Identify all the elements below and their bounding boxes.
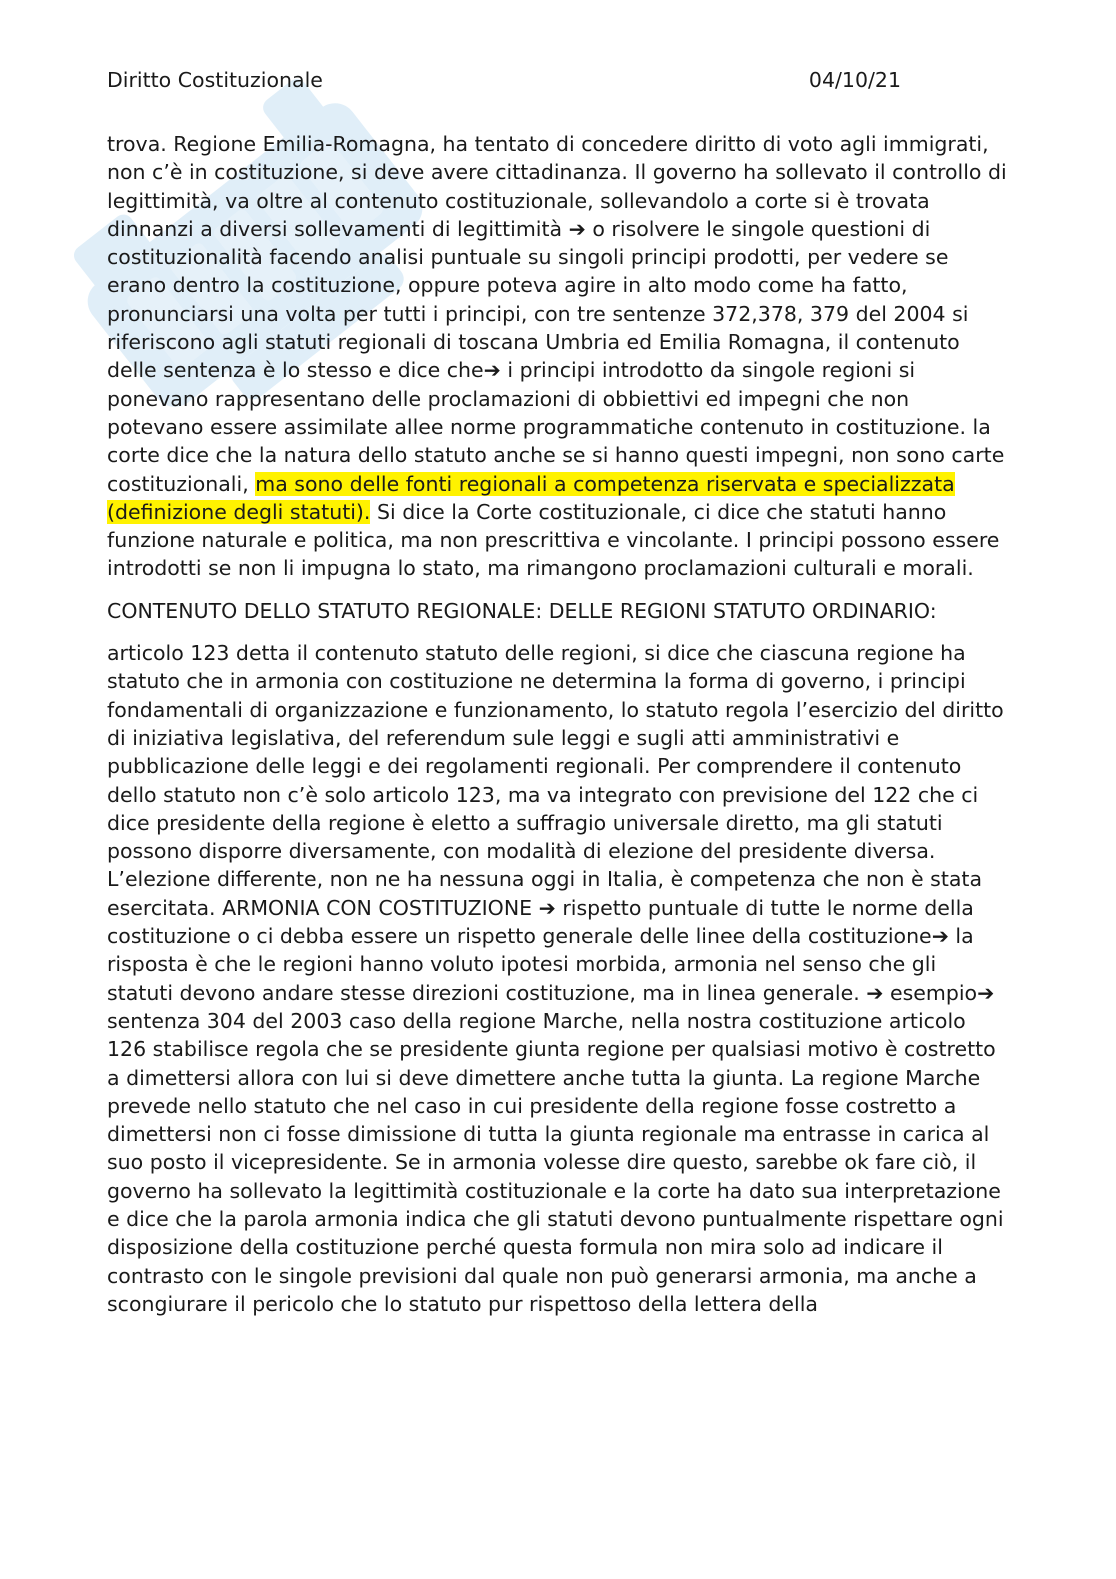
paragraph-text: rispetto puntuale di tutte le norme della costituzione o ci debba essere un rispetto generale delle linee della costituzione — [107, 895, 974, 949]
arrow-icon: ➔ — [483, 358, 501, 383]
paragraph-text: articolo 123 detta il contenuto statuto delle regioni, si dice che ciascuna regione ha statuto che in armonia con costituzione ne determina la forma di governo, i principi fondamentali di organizzazione e funzionamento, lo statuto regola l’esercizio del diritto di iniziativa legislativa, del referendum sule leggi e sugli atti amministrativi e pubblicazione delle leggi e dei regolamenti regionali. Per comprendere il contenuto dello statuto non c’è solo articolo 123, ma va integrato con previsione del 122 che ci dice presidente della regione è eletto a suffragio universale diretto, ma gli statuti possono disporre diversamente, con modalità di elezione del presidente diversa. L’elezione differente, non ne ha nessuna oggi in Italia, è competenza che non è stata esercitata. ARMONIA CON COSTITUZIONE — [107, 641, 1004, 920]
paragraph-text: i principi introdotto da singole regioni si ponevano rappresentano delle proclamazioni di obbiettivi ed impegni che non potevano essere assimilate allee norme programmatiche contenuto in costituzione. la corte dice che la natura dello statuto anche se si hanno questi impegni, non sono carte costituzionali, — [107, 358, 1005, 496]
arrow-icon: ➔ — [931, 924, 949, 949]
paragraph-statuti-sentenze — [107, 130, 1007, 583]
section-heading: CONTENUTO DELLO STATUTO REGIONALE: DELLE REGIONI STATUTO ORDINARIO: — [107, 598, 937, 623]
highlighted-text: ma sono delle fonti regionali a competenza riservata e specializzata (definizione degli statuti). — [107, 471, 955, 524]
arrow-icon: ➔ — [538, 895, 556, 920]
header-date: 04/10/21 — [808, 68, 901, 92]
paragraph-text: esempio — [883, 980, 978, 1005]
paragraph-articolo-123 — [107, 639, 1007, 1318]
document-body — [107, 130, 1007, 1318]
paragraph-text: Si dice la Corte costituzionale, ci dice che statuti hanno funzione naturale e politica, ma non prescrittiva e vincolante. I principi possono essere introdotti se non li impugna lo stato, ma rimangono proclamazioni culturali e morali. — [107, 499, 1000, 581]
paragraph-text: la risposta è che le regioni hanno voluto ipotesi morbida, armonia nel senso che gli statuti devono andare stesse direzioni costituzione, ma in linea generale. — [107, 924, 974, 1005]
header-course-title: Diritto Costituzionale — [107, 68, 323, 92]
paragraph-text: sentenza 304 del 2003 caso della regione Marche, nella nostra costituzione articolo 126 stabilisce regola che se presidente giunta regione per qualsiasi motivo è costretto a dimettersi allora con lui si deve dimettere anche tutta la giunta. La regione Marche prevede nello statuto che nel caso in cui presidente della regione fosse costretto a dimettersi non ci fosse dimissione di tutta la giunta regionale ma entrasse in carica al suo posto il vicepresidente. Se in armonia volesse dire questo, sarebbe ok fare ciò, il governo ha sollevato la legittimità costituzionale e la corte ha dato sua interpretazione e dice che la parola armonia indica che gli statuti devono puntualmente rispettare ogni disposizione della costituzione perché questa formula non mira solo ad indicare il contrasto con le singole previsioni dal quale non può generarsi armonia, ma anche a scongiurare il pericolo che lo statuto pur rispettoso della lettera della — [107, 1008, 1004, 1316]
paragraph-text: trova. Regione Emilia-Romagna, ha tentato di concedere diritto di voto agli immigrati, non c’è in costituzione, si deve avere cittadinanza. Il governo ha sollevato il controllo di legittimità, va oltre al contenuto costituzionale, sollevandolo a corte si è trovata dinnanzi a diversi sollevamenti di legittimità — [107, 132, 1007, 241]
arrow-icon: ➔ — [568, 216, 586, 241]
arrow-icon: ➔ — [977, 980, 995, 1005]
paragraph-text: o risolvere le singole questioni di costituzionalità facendo analisi puntuale su singoli principi prodotti, per vedere se erano dentro la costituzione, oppure poteva agire in alto modo come ha fatto, pronunciarsi una volta per tutti i principi, con tre sentenze 372,378, 379 del 2004 si riferiscono agli statuti regionali di toscana Umbria ed Emilia Romagna, il contenuto delle sentenza è lo stesso e dice che — [107, 216, 969, 383]
arrow-icon: ➔ — [866, 980, 884, 1005]
